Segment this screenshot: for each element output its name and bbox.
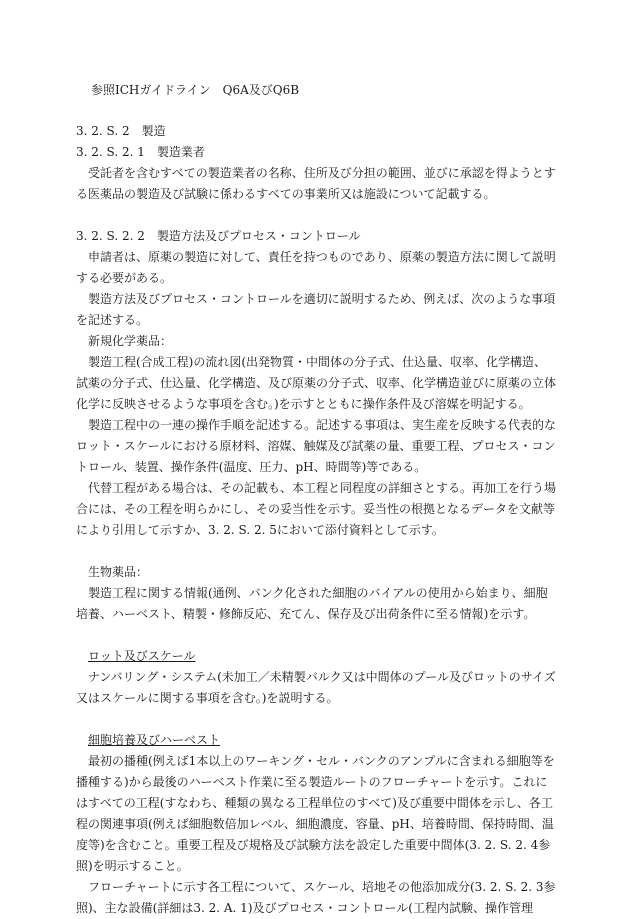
method-paragraph: 製造方法及びプロセス・コントロールを適切に説明するため、例えば、次のような事項を記述する。: [76, 292, 556, 327]
alternative-process-paragraph: 代替工程がある場合は、その記載も、本工程と同程度の詳細さとする。再加工を行う場合には、その工程を明らかにし、その妥当性を示す。妥当性の根拠となるデータを文献等により引用して示すか、3. 2. S. 2. 5において添付資料として示す。: [76, 481, 557, 537]
applicant-paragraph: 申請者は、原薬の製造に対して、責任を持つものであり、原薬の製造方法に関して説明する必要がある。: [76, 250, 556, 285]
section-heading-3-2-s-2-1: 3. 2. S. 2. 1 製造業者: [76, 145, 205, 159]
document-body: [76, 121, 556, 919]
biological-label: 生物薬品：: [88, 565, 149, 579]
flowchart-paragraph: フローチャートに示す各工程について、スケール、培地その他添加成分(3. 2. S. 2. 3参照)、主な設備(詳細は3. 2. A. 1)及びプロセス・コントロール(工程内試験、操作管理: [76, 880, 556, 915]
manufacturer-paragraph: 受託者を含むすべての製造業者の名称、住所及び分担の範囲、並びに承認を得ようとする医薬品の製造及び試験に係わるすべての事業所又は施設について記載する。: [76, 166, 556, 201]
cell-culture-heading: 細胞培養及びハーベスト: [88, 733, 221, 747]
section-heading-3-2-s-2-2: 3. 2. S. 2. 2 製造方法及びプロセス・コントロール: [76, 229, 361, 243]
flow-paragraph: 製造工程(合成工程)の流れ図(出発物質・中間体の分子式、仕込量、収率、化学構造、試薬の分子式、仕込量、化学構造、及び原薬の分子式、収率、化学構造並びに原薬の立体化学に反映させるような事項を含む。)を示すとともに操作条件及び溶媒を明記する。: [76, 355, 557, 411]
new-chemical-label: 新規化学薬品：: [88, 334, 173, 348]
lot-scale-heading: ロット及びスケール: [88, 649, 196, 663]
section-heading-3-2-s-2: 3. 2. S. 2 製造: [76, 124, 166, 138]
cell-culture-paragraph: 最初の播種(例えば1本以上のワーキング・セル・バンクのアンプルに含まれる細胞等を播種する)から最後のハーベスト作業に至る製造ルートのフローチャートを示す。これにはすべての工程(すなわち、種類の異なる工程単位のすべて)及び重要中間体を示し、各工程の関連事項(例えば細胞数倍加レベル、細胞濃度、容量、pH、培養時間、保持時間、温度等)を含むこと。重要工程及び規格及び試験方法を設定した重要中間体(3. 2. S. 2. 4参照)を明示すること。: [76, 754, 555, 873]
operations-paragraph: 製造工程中の一連の操作手順を記述する。記述する事項は、実生産を反映する代表的なロット・スケールにおける原材料、溶媒、触媒及び試薬の量、重要工程、プロセス・コントロール、装置、操作条件(温度、圧力、pH、時間等)等である。: [76, 418, 557, 474]
lot-scale-paragraph: ナンバリング・システム(未加工／未精製バルク又は中間体のプール及びロットのサイズ又はスケールに関する事項を含む。)を説明する。: [76, 670, 556, 705]
reference-guideline: 参照ICHガイドライン Q6A及びQ6B: [91, 83, 300, 97]
biological-paragraph: 製造工程に関する情報(通例、バンク化された細胞のバイアルの使用から始まり、細胞培養、ハーベスト、精製・修飾反応、充てん、保存及び出荷条件に至る情報)を示す。: [76, 586, 548, 621]
